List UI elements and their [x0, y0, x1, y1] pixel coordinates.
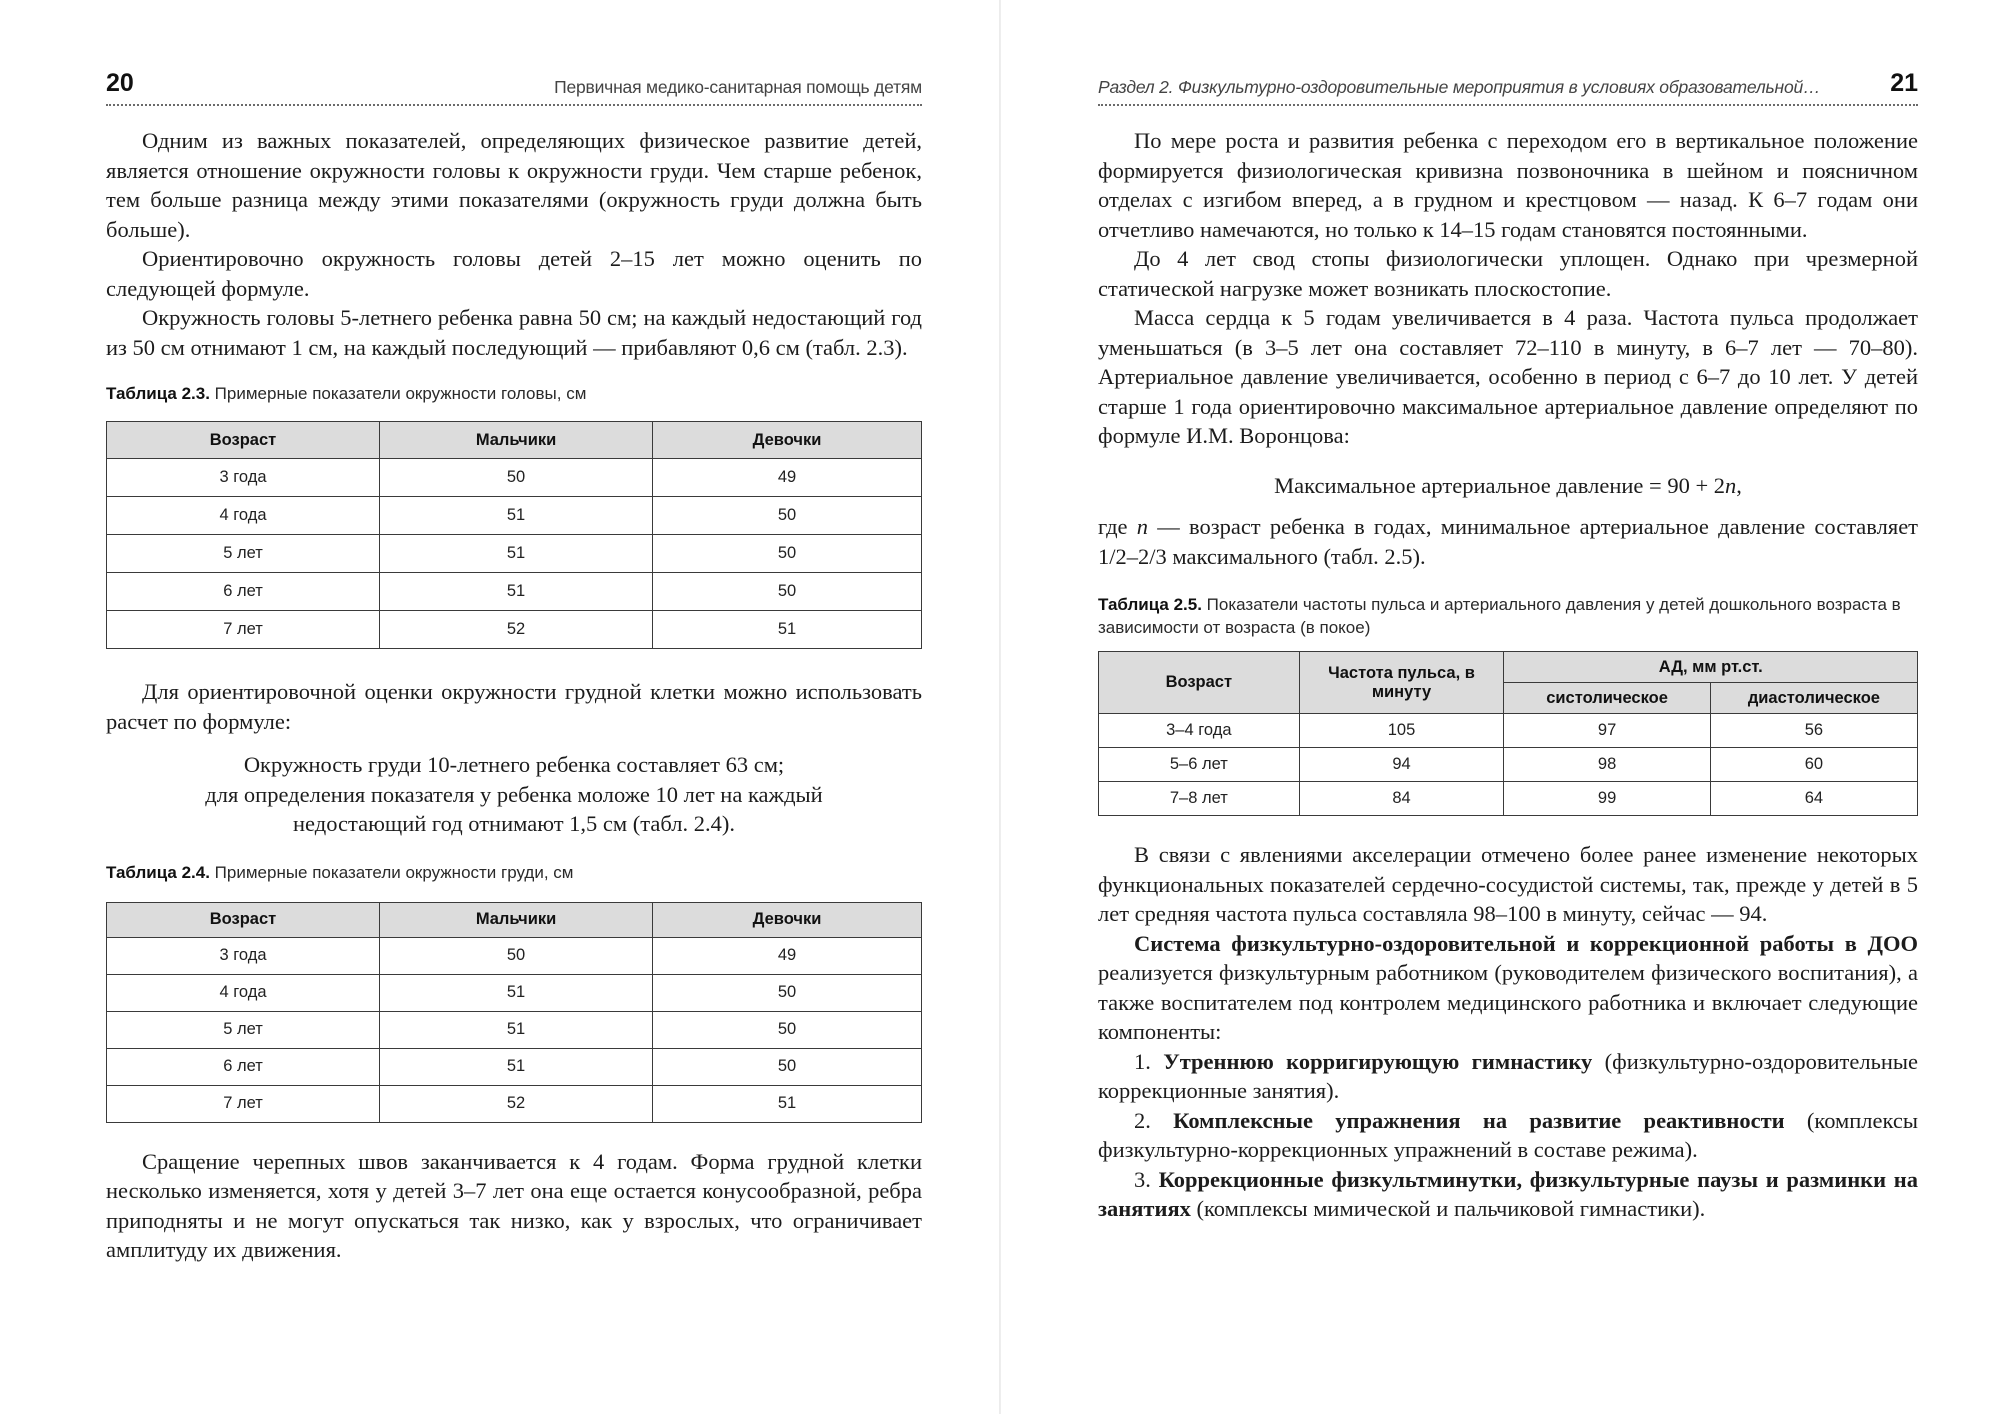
table-row	[107, 611, 922, 649]
running-head-left	[106, 62, 922, 106]
cell-girls: 50	[653, 535, 922, 573]
right-page	[1000, 0, 2000, 1414]
cell-diastolic: 60	[1710, 748, 1917, 782]
right-text-block-2	[1098, 512, 1918, 571]
list-item-3	[1098, 1165, 1918, 1224]
table-row	[1099, 714, 1918, 748]
left-paragraph-5: Сращение черепных швов заканчивается к 4 годам. Форма грудной клетки несколько изменяется, хотя у детей 3–7 лет она еще остается конусообразной, ребра приподняты и не могут опускаться так низко, как у взрослых, что ограничивает амплитуду их движения.	[106, 1148, 922, 1262]
cell-age: 7 лет	[107, 611, 380, 649]
col-header-diastolic: диастолическое	[1710, 683, 1917, 714]
cell-systolic: 99	[1504, 782, 1710, 816]
left-text-block-3	[106, 1147, 922, 1265]
table-row	[107, 497, 922, 535]
table-2-3-title: Примерные показатели окружности головы, см	[214, 384, 587, 403]
bp-formula-variable: n	[1725, 472, 1737, 498]
cell-age: 3–4 года	[1099, 714, 1300, 748]
table-2-4	[106, 902, 922, 1123]
col-header-age: Возраст	[107, 902, 380, 937]
cell-boys: 51	[380, 1048, 653, 1085]
para6-bold: Система физкультурно-оздоровительной и коррекционной работы в ДОО	[1134, 930, 1918, 956]
right-paragraph-6	[1098, 929, 1918, 1047]
table-header-row	[107, 902, 922, 937]
table-header-row	[1099, 652, 1918, 683]
table-2-3	[106, 421, 922, 649]
cell-girls: 51	[653, 611, 922, 649]
table-2-4-caption	[106, 861, 922, 884]
col-header-bp: АД, мм рт.ст.	[1504, 652, 1918, 683]
chest-formula-line-1: Окружность груди 10-летнего ребенка составляет 63 см;	[243, 752, 785, 777]
cell-boys: 50	[380, 459, 653, 497]
col-header-age: Возраст	[107, 422, 380, 459]
left-paragraph-2: Ориентировочно окружность головы детей 2–15 лет можно оценить по следующей формуле.	[106, 246, 922, 301]
table-2-4-label: Таблица 2.4.	[106, 862, 210, 882]
table-2-5-title: Показатели частоты пульса и артериального давления у детей дошкольного возраста в зависимости от возраста (в покое)	[1098, 595, 1901, 637]
cell-girls: 50	[653, 974, 922, 1011]
page-number-left: 20	[106, 69, 134, 97]
para4-variable: n	[1136, 514, 1149, 539]
right-paragraph-1: По мере роста и развития ребенка с переходом его в вертикальное положение формируется физиологическая кривизна позвоночника в шейном и поясничном отделах с изгибом вперед, а в грудном и крестцовом — назад. К 6–7 годам они отчетливо намечаются, но только к 14–15 годам становятся постоянными.	[1098, 128, 1918, 242]
table-2-5	[1098, 651, 1918, 816]
cell-age: 5 лет	[107, 535, 380, 573]
cell-age: 5–6 лет	[1099, 748, 1300, 782]
list-item-1-bold: Утреннюю корригирующую гимнастику	[1163, 1048, 1593, 1074]
cell-boys: 51	[380, 535, 653, 573]
cell-girls: 49	[653, 937, 922, 974]
list-item-3-rest: (комплексы мимической и пальчиковой гимнастики).	[1190, 1196, 1706, 1221]
table-row	[107, 535, 922, 573]
list-item-2-bold: Комплексные упражнения на развитие реактивности	[1173, 1107, 1785, 1133]
cell-age: 6 лет	[107, 1048, 380, 1085]
table-header-row	[107, 422, 922, 459]
running-title-right: Раздел 2. Физкультурно-оздоровительные мероприятия в условиях образовательной…	[1098, 76, 1821, 97]
running-head-right	[1098, 62, 1918, 106]
cell-boys: 50	[380, 937, 653, 974]
cell-girls: 51	[653, 1085, 922, 1122]
right-paragraph-2: До 4 лет свод стопы физиологически уплощен. Однако при чрезмерной статической нагрузке может возникать плоскостопие.	[1098, 246, 1918, 301]
chest-formula-line-2: для определения показателя у ребенка моложе 10 лет на каждый	[205, 781, 823, 807]
table-row	[107, 974, 922, 1011]
right-text-block-3	[1098, 840, 1918, 1224]
table-row	[107, 459, 922, 497]
list-item-2-number: 2.	[1134, 1107, 1174, 1133]
list-item-1	[1098, 1047, 1918, 1106]
cell-boys: 51	[380, 573, 653, 611]
list-item-3-number: 3.	[1134, 1166, 1159, 1192]
cell-boys: 51	[380, 974, 653, 1011]
right-paragraph-4	[1098, 512, 1918, 571]
table-2-3-label: Таблица 2.3.	[106, 384, 210, 403]
para6-rest: реализуется физкультурным работником (руководителем физического воспитания), а также воспитателем под контролем медицинского работника и включает следующие компоненты:	[1098, 960, 1918, 1044]
cell-boys: 52	[380, 1085, 653, 1122]
cell-age: 3 года	[107, 937, 380, 974]
left-text-block-2	[106, 677, 922, 736]
cell-age: 4 года	[107, 497, 380, 535]
col-header-pulse: Частота пульса, в минуту	[1299, 652, 1504, 714]
right-text-block-1	[1098, 126, 1918, 451]
table-2-5-caption	[1098, 593, 1918, 639]
chest-formula-line-3: недостающий год отнимают 1,5 см (табл. 2.4).	[293, 811, 735, 836]
cell-boys: 52	[380, 611, 653, 649]
running-title-left: Первичная медико-санитарная помощь детям	[554, 76, 922, 97]
list-item-1-number: 1.	[1134, 1048, 1164, 1074]
cell-age: 3 года	[107, 459, 380, 497]
list-item-1-rest: (физкультурно-оздоровительные коррекционные занятия).	[1098, 1048, 1919, 1103]
col-header-boys: Мальчики	[380, 902, 653, 937]
table-2-5-label: Таблица 2.5.	[1098, 595, 1202, 614]
table-row	[107, 1048, 922, 1085]
list-item-3-bold: Коррекционные физкультминутки, физкультурные паузы и разминки на занятиях	[1098, 1166, 1918, 1221]
chest-formula	[106, 750, 922, 839]
col-header-boys: Мальчики	[380, 422, 653, 459]
cell-girls: 49	[653, 459, 922, 497]
cell-age: 7 лет	[107, 1085, 380, 1122]
left-paragraph-1: Одним из важных показателей, определяющих физическое развитие детей, является отношение окружности головы к окружности груди. Чем старше ребенок, тем больше разница между этими показателями (окружность груди должна быть больше).	[106, 128, 922, 242]
table-row	[1099, 748, 1918, 782]
cell-pulse: 105	[1299, 714, 1504, 748]
list-item-2-rest: (комплексы физкультурно-коррекционных упражнений в составе режима).	[1098, 1107, 1919, 1162]
col-header-systolic: систолическое	[1504, 683, 1710, 714]
cell-systolic: 97	[1504, 714, 1710, 748]
cell-systolic: 98	[1504, 748, 1710, 782]
para4-rest: — возраст ребенка в годах, минимальное артериальное давление составляет 1/2–2/3 максимального (табл. 2.5).	[1098, 514, 1919, 569]
col-header-girls: Девочки	[653, 422, 922, 459]
table-row	[107, 573, 922, 611]
cell-age: 7–8 лет	[1099, 782, 1300, 816]
cell-age: 4 года	[107, 974, 380, 1011]
list-item-2	[1098, 1106, 1918, 1165]
table-row	[1099, 782, 1918, 816]
cell-pulse: 94	[1299, 748, 1504, 782]
col-header-girls: Девочки	[653, 902, 922, 937]
right-paragraph-3: Масса сердца к 5 годам увеличивается в 4 раза. Частота пульса продолжает уменьшаться (в 3–5 лет она составляет 72–110 в минуту, в 6–7 лет — 70–80). Артериальное давление увеличивается, особенно в период с 6–7 до 10 лет. У детей старше 1 года ориентировочно максимальное артериальное давление определяют по формуле И.М. Воронцова:	[1098, 305, 1918, 448]
table-row	[107, 1085, 922, 1122]
para4-start: где	[1098, 514, 1137, 539]
table-row	[107, 937, 922, 974]
cell-diastolic: 56	[1710, 714, 1917, 748]
left-text-block-1	[106, 126, 922, 362]
cell-diastolic: 64	[1710, 782, 1917, 816]
bp-formula	[1098, 471, 1918, 501]
cell-boys: 51	[380, 497, 653, 535]
left-paragraph-4: Для ориентировочной оценки окружности грудной клетки можно использовать расчет по формуле:	[106, 679, 922, 734]
cell-age: 5 лет	[107, 1011, 380, 1048]
table-2-4-title: Примерные показатели окружности груди, см	[214, 862, 574, 882]
table-row	[107, 1011, 922, 1048]
cell-age: 6 лет	[107, 573, 380, 611]
page-number-right: 21	[1890, 69, 1918, 97]
cell-girls: 50	[653, 573, 922, 611]
left-paragraph-3: Окружность головы 5-летнего ребенка равна 50 см; на каждый недостающий год из 50 см отнимают 1 см, на каждый последующий — прибавляют 0,6 см (табл. 2.3).	[106, 305, 922, 360]
cell-boys: 51	[380, 1011, 653, 1048]
bp-formula-text: Максимальное артериальное давление = 90 + 2	[1274, 472, 1726, 498]
cell-pulse: 84	[1299, 782, 1504, 816]
cell-girls: 50	[653, 1011, 922, 1048]
table-2-3-caption	[106, 382, 922, 405]
cell-girls: 50	[653, 1048, 922, 1085]
cell-girls: 50	[653, 497, 922, 535]
right-paragraph-5: В связи с явлениями акселерации отмечено более ранее изменение некоторых функциональных показателей сердечно-сосудистой системы, так, прежде у детей в 5 лет средняя частота пульса составляла 98–100 в минуту, сейчас — 94.	[1098, 842, 1918, 926]
bp-formula-end: ,	[1736, 472, 1742, 498]
col-header-age: Возраст	[1099, 652, 1300, 714]
